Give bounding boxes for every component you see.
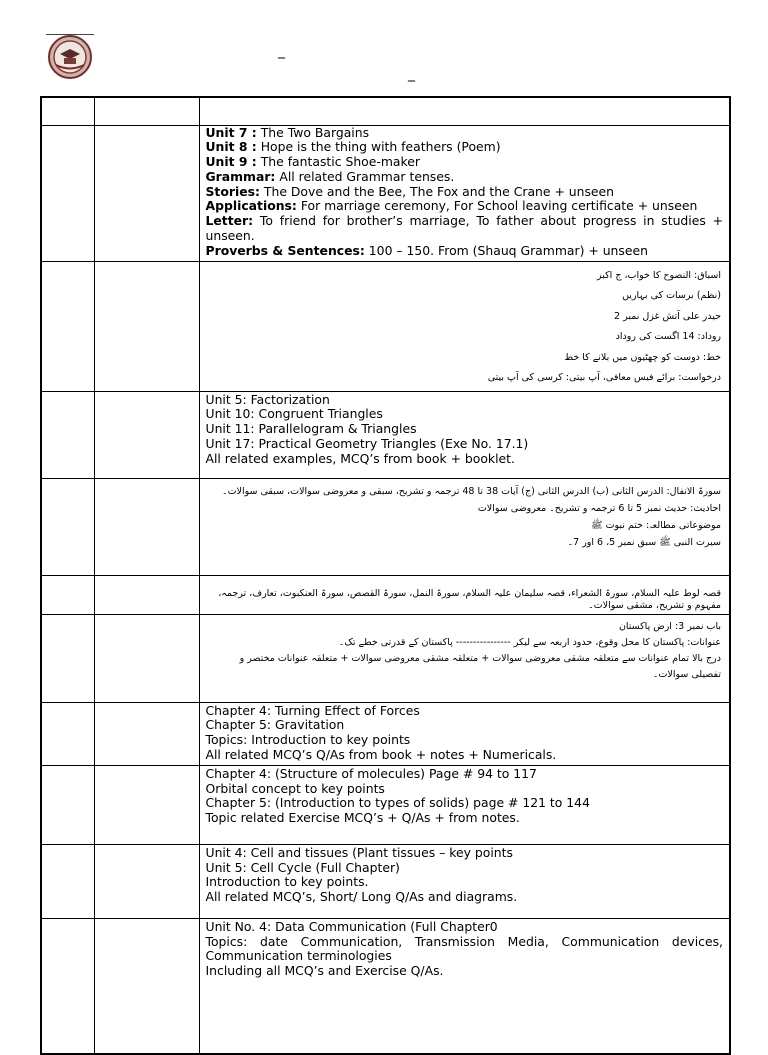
urdu-line: درخواست: برائے فیس معافی، آپ بیتی: کرسی کی آپ بیتی: [487, 372, 721, 384]
syllabus-line: [206, 170, 724, 185]
header-cell-3: [199, 97, 730, 125]
serial-cell: [41, 575, 94, 614]
table-row: [41, 391, 730, 478]
syllabus-line-text: Unit 5: Factorization: [205, 391, 330, 407]
syllabus-text: [200, 919, 730, 981]
urdu-line: روداد: 14 اگست کی روداد: [615, 331, 721, 343]
school-logo: [46, 34, 94, 80]
syllabus-line-text: Unit 17: Practical Geometry Triangles (Exe No. 17.1): [205, 436, 529, 452]
table-row: [41, 765, 730, 844]
syllabus-cell: [199, 391, 730, 478]
syllabus-text: [200, 766, 730, 828]
urdu-line: درج بالا تمام عنوانات سے متعلقہ مشقی معروضی سوالات + متعلقہ مشقی معروضی سوالات + متعلقہ عنوانات مختصر و تفصیلی سوالات۔: [239, 652, 721, 680]
syllabus-line: [206, 733, 724, 748]
syllabus-line: [206, 199, 724, 214]
urdu-line: (نظم) برسات کی بہاریں: [622, 290, 721, 302]
table-row: [41, 844, 730, 918]
syllabus-line-text: Chapter 5: Gravitation: [205, 717, 345, 733]
syllabus-line: [206, 782, 724, 797]
urdu-line: خط: دوست کو چھٹیوں میں بلانے کا خط: [564, 351, 721, 363]
syllabus-line-label: Grammar:: [205, 168, 276, 184]
syllabus-line-text: Topics: Introduction to key points: [205, 732, 411, 748]
header-cell-1: [41, 97, 94, 125]
urdu-syllabus-text: [200, 615, 730, 685]
syllabus-line: [206, 811, 724, 826]
urdu-line: سورۃ الانفال: الدرس الثانی (ب) الدرس الثانی (ج) آیات 38 تا 48 ترجمہ و تشریح، سبقی و معروضی سوالات، سبقی سوالات۔: [222, 485, 721, 497]
syllabus-cell: [199, 702, 730, 765]
syllabus-line: [206, 767, 724, 782]
syllabus-line: [206, 718, 724, 733]
syllabus-line-text: Unit 4: Cell and tissues (Plant tissues – key points: [205, 844, 513, 860]
syllabus-cell: [199, 844, 730, 918]
urdu-line: عنوانات: پاکستان کا محل وقوع، حدود اربعہ سے لیکر ---------------- پاکستان کے قدرتی خطے تک۔: [338, 636, 721, 648]
serial-cell: [41, 702, 94, 765]
syllabus-line-label: Stories:: [205, 183, 260, 199]
subject-cell: [94, 575, 199, 614]
syllabus-line: [206, 185, 724, 200]
serial-cell: [41, 765, 94, 844]
syllabus-line: [206, 748, 724, 763]
serial-cell: [41, 261, 94, 391]
subject-cell: [94, 765, 199, 844]
serial-cell: [41, 918, 94, 1054]
syllabus-line: [206, 437, 724, 452]
syllabus-line-text: Topic related Exercise MCQ’s + Q/As + from notes.: [205, 810, 520, 826]
subject-cell: [94, 125, 199, 261]
urdu-syllabus-text: [200, 262, 730, 391]
syllabus-line-text: Introduction to key points.: [205, 874, 369, 890]
syllabus-line-text: All related MCQ’s, Short/ Long Q/As and diagrams.: [205, 889, 518, 905]
syllabus-line-label: Unit 7 :: [205, 124, 257, 140]
syllabus-line: [206, 393, 724, 408]
header-dash-top: _: [278, 43, 285, 59]
syllabus-line-text: The fantastic Shoe-maker: [256, 154, 420, 170]
syllabus-cell: [199, 261, 730, 391]
subject-cell: [94, 391, 199, 478]
syllabus-line-text: Orbital concept to key points: [205, 780, 385, 796]
syllabus-line: [206, 890, 724, 905]
serial-cell: [41, 614, 94, 702]
syllabus-line: [206, 422, 724, 437]
syllabus-line: [206, 935, 724, 965]
syllabus-line: [206, 920, 724, 935]
serial-cell: [41, 844, 94, 918]
urdu-line: قصہ لوط علیہ السلام، سورۃ الشعراء، قصہ سلیمان علیہ السلام، سورۃ النمل، سورۃ القصص، سورۃ العنکبوت، تعارف، ترجمہ، مفہوم و تشریح، مشقی سوالات۔: [218, 587, 721, 611]
syllabus-line-text: To friend for brother’s marriage, To father about progress in studies + unseen.: [205, 213, 723, 244]
serial-cell: [41, 478, 94, 575]
table-row: [41, 614, 730, 702]
syllabus-line-text: Unit 11: Parallelogram & Triangles: [205, 421, 417, 437]
syllabus-line-text: All related Grammar tenses.: [275, 168, 455, 184]
syllabus-line: [206, 964, 724, 979]
syllabus-cell: [199, 478, 730, 575]
syllabus-line-text: Topics: date Communication, Transmission Media, Communication devices, Communication terminologies: [205, 933, 723, 964]
syllabus-line: [206, 846, 724, 861]
table-row: [41, 261, 730, 391]
urdu-syllabus-text: [200, 576, 730, 614]
urdu-line: حیدر علی آتش غزل نمبر 2: [614, 310, 721, 322]
syllabus-table: [40, 96, 731, 1055]
syllabus-body: [41, 125, 730, 1054]
syllabus-line-text: Chapter 4: Turning Effect of Forces: [205, 702, 420, 718]
syllabus-line: [206, 704, 724, 719]
syllabus-text: [200, 392, 730, 469]
syllabus-cell: [199, 765, 730, 844]
syllabus-line-label: Letter:: [205, 213, 254, 229]
table-row: [41, 702, 730, 765]
subject-cell: [94, 614, 199, 702]
table-row: [41, 918, 730, 1054]
syllabus-line: [206, 244, 724, 259]
subject-cell: [94, 478, 199, 575]
syllabus-line: [206, 796, 724, 811]
syllabus-line-text: 100 – 150. From (Shauq Grammar) + unseen: [364, 242, 648, 258]
syllabus-cell: [199, 575, 730, 614]
urdu-syllabus-text: [200, 479, 730, 553]
syllabus-cell: [199, 614, 730, 702]
syllabus-line-label: Unit 8 :: [205, 139, 257, 155]
syllabus-line: [206, 452, 724, 467]
table-row: [41, 125, 730, 261]
syllabus-line: [206, 407, 724, 422]
syllabus-line-label: Applications:: [205, 198, 297, 214]
urdu-line: موضوعاتی مطالعہ: ختم نبوت ﷺ: [591, 519, 721, 531]
syllabus-line-text: All related examples, MCQ’s from book + booklet.: [205, 450, 515, 466]
syllabus-line-text: Hope is the thing with feathers (Poem): [256, 139, 501, 155]
syllabus-line: [206, 861, 724, 876]
syllabus-line-label: Proverbs & Sentences:: [205, 242, 365, 258]
syllabus-line-text: Chapter 4: (Structure of molecules) Page # 94 to 117: [205, 765, 537, 781]
syllabus-line-text: The Two Bargains: [256, 124, 370, 140]
syllabus-line: [206, 214, 724, 244]
syllabus-line-text: Unit No. 4: Data Communication (Full Chapter0: [205, 918, 498, 934]
urdu-line: سیرت النبی ﷺ سبق نمبر 5، 6 اور 7۔: [567, 536, 721, 548]
syllabus-line-text: The Dove and the Bee, The Fox and the Crane + unseen: [259, 183, 615, 199]
syllabus-cell: [199, 918, 730, 1054]
syllabus-line-text: Unit 10: Congruent Triangles: [205, 406, 383, 422]
urdu-line: باب نمبر 3: ارض پاکستان: [618, 620, 721, 632]
subject-cell: [94, 844, 199, 918]
syllabus-line-label: Unit 9 :: [205, 154, 257, 170]
header-row: [41, 97, 730, 125]
syllabus-line: [206, 126, 724, 141]
urdu-line: اسباق: النصوح کا خواب، ج اکبر: [597, 269, 721, 281]
syllabus-line: [206, 875, 724, 890]
subject-cell: [94, 918, 199, 1054]
table-row: [41, 478, 730, 575]
syllabus-cell: [199, 125, 730, 261]
syllabus-line-text: For marriage ceremony, For School leaving certificate + unseen: [296, 198, 698, 214]
syllabus-text: [200, 845, 730, 907]
syllabus-line-text: Including all MCQ’s and Exercise Q/As.: [205, 963, 444, 979]
syllabus-line-text: Chapter 5: (Introduction to types of solids) page # 121 to 144: [205, 795, 590, 811]
serial-cell: [41, 391, 94, 478]
syllabus-line: [206, 140, 724, 155]
syllabus-text: [200, 703, 730, 765]
table-row: [41, 575, 730, 614]
syllabus-line-text: All related MCQ’s Q/As from book + notes + Numericals.: [205, 747, 557, 763]
syllabus-text: [200, 126, 730, 261]
header-cell-2: [94, 97, 199, 125]
header-dash-bottom: _: [408, 66, 415, 82]
syllabus-line: [206, 155, 724, 170]
subject-cell: [94, 702, 199, 765]
subject-cell: [94, 261, 199, 391]
urdu-line: احادیث: حدیث نمبر 5 تا 6 ترجمہ و تشریح۔ معروضی سوالات: [477, 502, 721, 514]
serial-cell: [41, 125, 94, 261]
syllabus-line-text: Unit 5: Cell Cycle (Full Chapter): [205, 859, 400, 875]
